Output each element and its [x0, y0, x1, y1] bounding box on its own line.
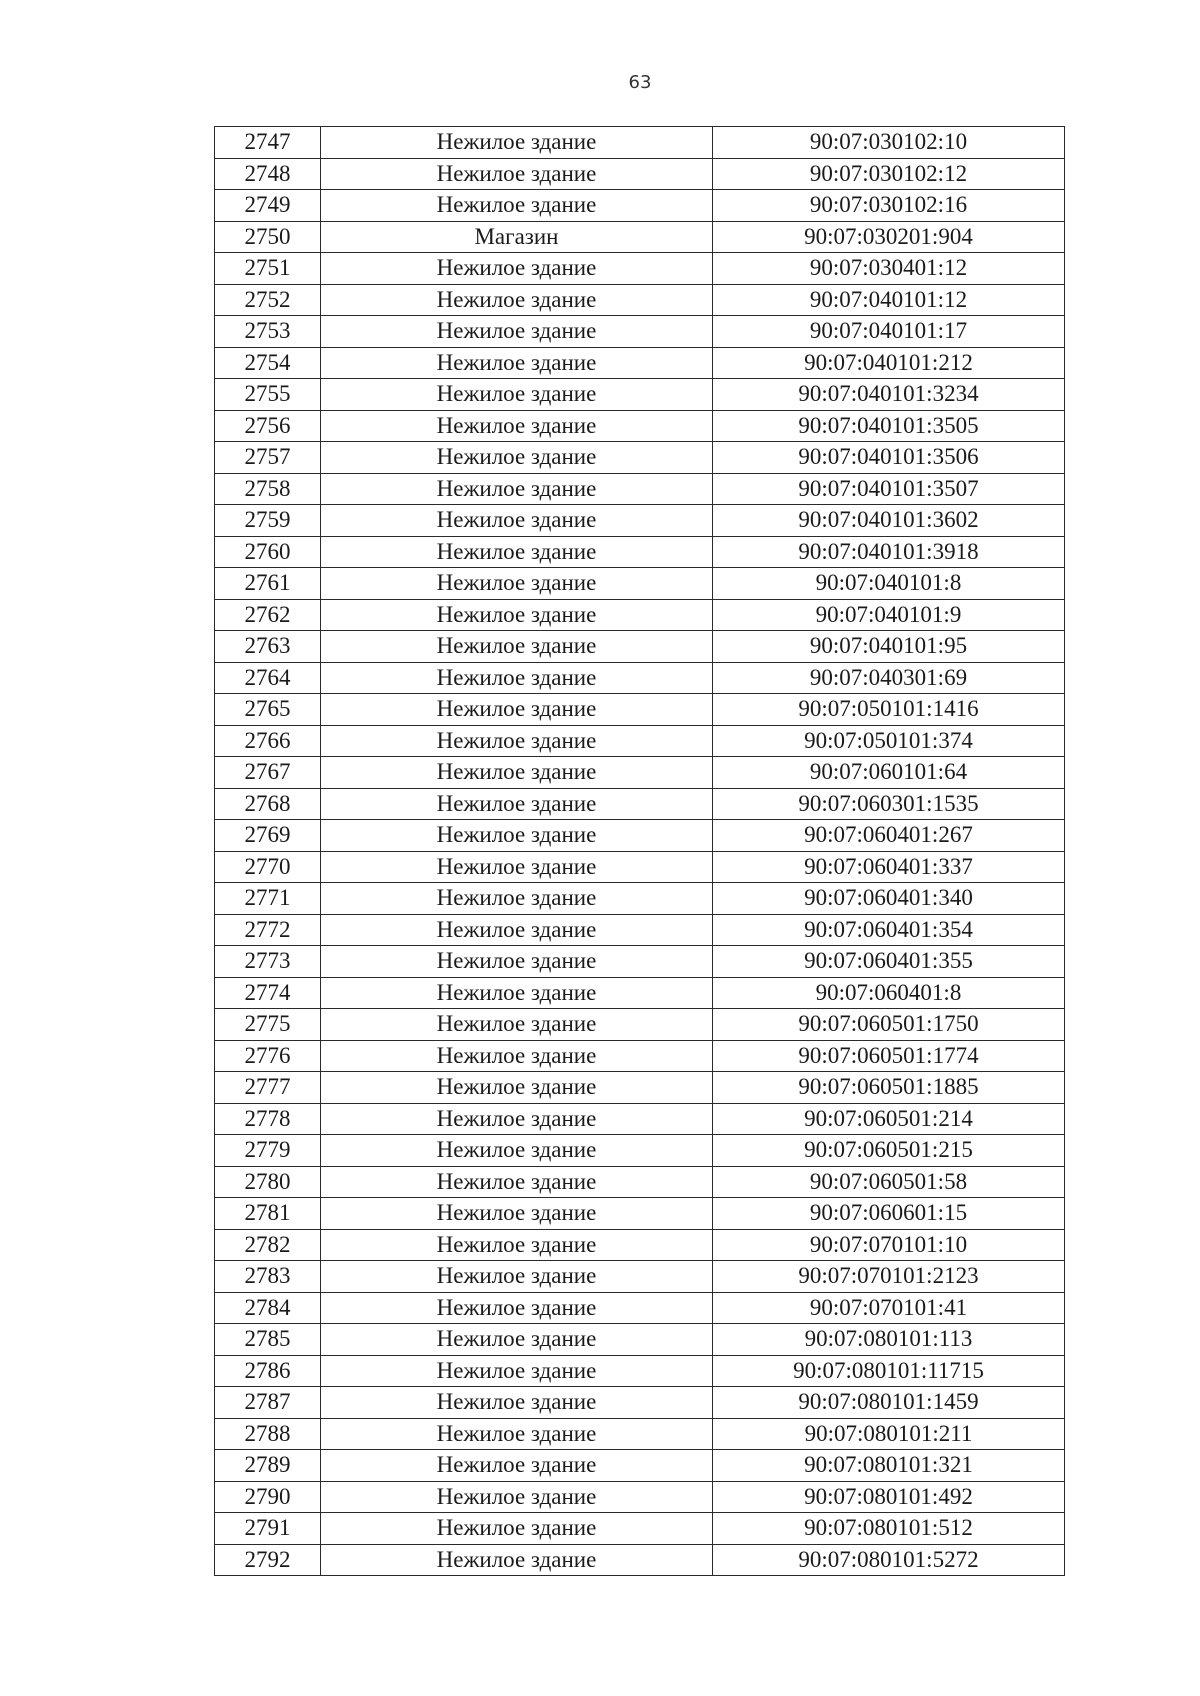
- table-row: [215, 158, 1065, 190]
- cadastral-number-cell: 90:07:080101:1459: [713, 1387, 1065, 1419]
- row-number-cell: 2787: [215, 1387, 321, 1419]
- row-number-cell: 2779: [215, 1135, 321, 1167]
- table-row: [215, 316, 1065, 348]
- object-name-cell: Нежилое здание: [321, 977, 713, 1009]
- table-row: [215, 253, 1065, 285]
- table-row: [215, 221, 1065, 253]
- object-name-cell: Нежилое здание: [321, 725, 713, 757]
- cadastral-number-cell: 90:07:060501:215: [713, 1135, 1065, 1167]
- object-name-cell: Нежилое здание: [321, 820, 713, 852]
- row-number-cell: 2776: [215, 1040, 321, 1072]
- object-name-cell: Нежилое здание: [321, 1387, 713, 1419]
- cadastral-number-cell: 90:07:040301:69: [713, 662, 1065, 694]
- object-name-cell: Нежилое здание: [321, 694, 713, 726]
- cadastral-number-cell: 90:07:070101:41: [713, 1292, 1065, 1324]
- table-row: [215, 1040, 1065, 1072]
- row-number-cell: 2752: [215, 284, 321, 316]
- row-number-cell: 2766: [215, 725, 321, 757]
- cadastral-number-cell: 90:07:030102:12: [713, 158, 1065, 190]
- row-number-cell: 2757: [215, 442, 321, 474]
- cadastral-number-cell: 90:07:040101:3918: [713, 536, 1065, 568]
- cadastral-number-cell: 90:07:060501:1774: [713, 1040, 1065, 1072]
- row-number-cell: 2755: [215, 379, 321, 411]
- cadastral-number-cell: 90:07:060301:1535: [713, 788, 1065, 820]
- table-row: [215, 599, 1065, 631]
- cadastral-number-cell: 90:07:050101:1416: [713, 694, 1065, 726]
- table-row: [215, 1166, 1065, 1198]
- object-name-cell: Нежилое здание: [321, 946, 713, 978]
- row-number-cell: 2784: [215, 1292, 321, 1324]
- table-row: [215, 1292, 1065, 1324]
- row-number-cell: 2770: [215, 851, 321, 883]
- table-row: [215, 1103, 1065, 1135]
- object-name-cell: Нежилое здание: [321, 662, 713, 694]
- cadastral-number-cell: 90:07:060401:340: [713, 883, 1065, 915]
- table-row: [215, 442, 1065, 474]
- table-row: [215, 977, 1065, 1009]
- object-name-cell: Нежилое здание: [321, 599, 713, 631]
- object-name-cell: Нежилое здание: [321, 410, 713, 442]
- cadastral-number-cell: 90:07:030102:10: [713, 127, 1065, 159]
- object-name-cell: Нежилое здание: [321, 442, 713, 474]
- object-name-cell: Нежилое здание: [321, 1544, 713, 1576]
- cadastral-number-cell: 90:07:030401:12: [713, 253, 1065, 285]
- object-name-cell: Нежилое здание: [321, 1450, 713, 1482]
- cadastral-number-cell: 90:07:040101:9: [713, 599, 1065, 631]
- table-row: [215, 1009, 1065, 1041]
- object-name-cell: Нежилое здание: [321, 757, 713, 789]
- row-number-cell: 2759: [215, 505, 321, 537]
- table-row: [215, 1355, 1065, 1387]
- table-row: [215, 284, 1065, 316]
- cadastral-number-cell: 90:07:030102:16: [713, 190, 1065, 222]
- table-row: [215, 1450, 1065, 1482]
- row-number-cell: 2765: [215, 694, 321, 726]
- cadastral-number-cell: 90:07:040101:3602: [713, 505, 1065, 537]
- cadastral-number-cell: 90:07:060101:64: [713, 757, 1065, 789]
- cadastral-number-cell: 90:07:070101:10: [713, 1229, 1065, 1261]
- row-number-cell: 2790: [215, 1481, 321, 1513]
- object-name-cell: Нежилое здание: [321, 1229, 713, 1261]
- cadastral-number-cell: 90:07:060601:15: [713, 1198, 1065, 1230]
- table-row: [215, 883, 1065, 915]
- object-name-cell: Нежилое здание: [321, 190, 713, 222]
- cadastral-number-cell: 90:07:040101:212: [713, 347, 1065, 379]
- object-name-cell: Нежилое здание: [321, 316, 713, 348]
- row-number-cell: 2786: [215, 1355, 321, 1387]
- cadastral-number-cell: 90:07:080101:512: [713, 1513, 1065, 1545]
- table-row: [215, 1418, 1065, 1450]
- row-number-cell: 2780: [215, 1166, 321, 1198]
- table-row: [215, 190, 1065, 222]
- property-table: [214, 126, 1065, 1576]
- object-name-cell: Нежилое здание: [321, 1040, 713, 1072]
- object-name-cell: Нежилое здание: [321, 158, 713, 190]
- cadastral-number-cell: 90:07:060501:1885: [713, 1072, 1065, 1104]
- row-number-cell: 2748: [215, 158, 321, 190]
- table-row: [215, 568, 1065, 600]
- row-number-cell: 2775: [215, 1009, 321, 1041]
- cadastral-number-cell: 90:07:060501:214: [713, 1103, 1065, 1135]
- object-name-cell: Нежилое здание: [321, 1355, 713, 1387]
- table-row: [215, 914, 1065, 946]
- table-row: [215, 757, 1065, 789]
- row-number-cell: 2763: [215, 631, 321, 663]
- object-name-cell: Нежилое здание: [321, 1198, 713, 1230]
- row-number-cell: 2772: [215, 914, 321, 946]
- cadastral-number-cell: 90:07:040101:8: [713, 568, 1065, 600]
- object-name-cell: Нежилое здание: [321, 347, 713, 379]
- row-number-cell: 2762: [215, 599, 321, 631]
- row-number-cell: 2778: [215, 1103, 321, 1135]
- table-row: [215, 505, 1065, 537]
- object-name-cell: Нежилое здание: [321, 1103, 713, 1135]
- cadastral-number-cell: 90:07:040101:3234: [713, 379, 1065, 411]
- cadastral-number-cell: 90:07:040101:3506: [713, 442, 1065, 474]
- row-number-cell: 2781: [215, 1198, 321, 1230]
- row-number-cell: 2789: [215, 1450, 321, 1482]
- cadastral-number-cell: 90:07:080101:211: [713, 1418, 1065, 1450]
- row-number-cell: 2747: [215, 127, 321, 159]
- table-row: [215, 1544, 1065, 1576]
- table-row: [215, 1324, 1065, 1356]
- table-row: [215, 536, 1065, 568]
- row-number-cell: 2769: [215, 820, 321, 852]
- row-number-cell: 2791: [215, 1513, 321, 1545]
- object-name-cell: Нежилое здание: [321, 631, 713, 663]
- table-row: [215, 347, 1065, 379]
- table-row: [215, 851, 1065, 883]
- cadastral-number-cell: 90:07:030201:904: [713, 221, 1065, 253]
- object-name-cell: Нежилое здание: [321, 851, 713, 883]
- table-row: [215, 820, 1065, 852]
- table-row: [215, 379, 1065, 411]
- cadastral-number-cell: 90:07:080101:5272: [713, 1544, 1065, 1576]
- table-row: [215, 1229, 1065, 1261]
- object-name-cell: Нежилое здание: [321, 1261, 713, 1293]
- row-number-cell: 2751: [215, 253, 321, 285]
- table-row: [215, 1481, 1065, 1513]
- object-name-cell: Нежилое здание: [321, 1418, 713, 1450]
- object-name-cell: Нежилое здание: [321, 1324, 713, 1356]
- table-row: [215, 127, 1065, 159]
- cadastral-number-cell: 90:07:060401:355: [713, 946, 1065, 978]
- object-name-cell: Нежилое здание: [321, 536, 713, 568]
- table-row: [215, 662, 1065, 694]
- object-name-cell: Нежилое здание: [321, 473, 713, 505]
- row-number-cell: 2771: [215, 883, 321, 915]
- table-row: [215, 1387, 1065, 1419]
- cadastral-number-cell: 90:07:080101:11715: [713, 1355, 1065, 1387]
- row-number-cell: 2773: [215, 946, 321, 978]
- table-row: [215, 1198, 1065, 1230]
- row-number-cell: 2753: [215, 316, 321, 348]
- cadastral-number-cell: 90:07:040101:3505: [713, 410, 1065, 442]
- table-row: [215, 1513, 1065, 1545]
- row-number-cell: 2750: [215, 221, 321, 253]
- cadastral-number-cell: 90:07:060401:267: [713, 820, 1065, 852]
- table-row: [215, 1261, 1065, 1293]
- row-number-cell: 2761: [215, 568, 321, 600]
- row-number-cell: 2783: [215, 1261, 321, 1293]
- table-row: [215, 1072, 1065, 1104]
- row-number-cell: 2777: [215, 1072, 321, 1104]
- cadastral-number-cell: 90:07:070101:2123: [713, 1261, 1065, 1293]
- row-number-cell: 2756: [215, 410, 321, 442]
- table-row: [215, 473, 1065, 505]
- object-name-cell: Нежилое здание: [321, 379, 713, 411]
- table-row: [215, 788, 1065, 820]
- row-number-cell: 2754: [215, 347, 321, 379]
- row-number-cell: 2788: [215, 1418, 321, 1450]
- row-number-cell: 2760: [215, 536, 321, 568]
- cadastral-number-cell: 90:07:040101:12: [713, 284, 1065, 316]
- cadastral-number-cell: 90:07:080101:492: [713, 1481, 1065, 1513]
- cadastral-number-cell: 90:07:050101:374: [713, 725, 1065, 757]
- cadastral-number-cell: 90:07:060501:1750: [713, 1009, 1065, 1041]
- object-name-cell: Нежилое здание: [321, 883, 713, 915]
- row-number-cell: 2792: [215, 1544, 321, 1576]
- cadastral-number-cell: 90:07:060401:337: [713, 851, 1065, 883]
- row-number-cell: 2785: [215, 1324, 321, 1356]
- object-name-cell: Нежилое здание: [321, 1481, 713, 1513]
- object-name-cell: Нежилое здание: [321, 284, 713, 316]
- cadastral-number-cell: 90:07:040101:3507: [713, 473, 1065, 505]
- row-number-cell: 2768: [215, 788, 321, 820]
- object-name-cell: Нежилое здание: [321, 1513, 713, 1545]
- object-name-cell: Нежилое здание: [321, 568, 713, 600]
- table-row: [215, 410, 1065, 442]
- cadastral-number-cell: 90:07:060401:354: [713, 914, 1065, 946]
- object-name-cell: Нежилое здание: [321, 127, 713, 159]
- row-number-cell: 2767: [215, 757, 321, 789]
- cadastral-number-cell: 90:07:060401:8: [713, 977, 1065, 1009]
- cadastral-number-cell: 90:07:080101:321: [713, 1450, 1065, 1482]
- object-name-cell: Нежилое здание: [321, 1135, 713, 1167]
- object-name-cell: Нежилое здание: [321, 1166, 713, 1198]
- row-number-cell: 2758: [215, 473, 321, 505]
- object-name-cell: Нежилое здание: [321, 253, 713, 285]
- object-name-cell: Нежилое здание: [321, 1009, 713, 1041]
- object-name-cell: Нежилое здание: [321, 505, 713, 537]
- row-number-cell: 2764: [215, 662, 321, 694]
- table-row: [215, 946, 1065, 978]
- object-name-cell: Нежилое здание: [321, 1072, 713, 1104]
- row-number-cell: 2782: [215, 1229, 321, 1261]
- table-row: [215, 1135, 1065, 1167]
- row-number-cell: 2749: [215, 190, 321, 222]
- object-name-cell: Нежилое здание: [321, 788, 713, 820]
- cadastral-number-cell: 90:07:060501:58: [713, 1166, 1065, 1198]
- table-row: [215, 725, 1065, 757]
- cadastral-number-cell: 90:07:040101:95: [713, 631, 1065, 663]
- cadastral-number-cell: 90:07:080101:113: [713, 1324, 1065, 1356]
- object-name-cell: Нежилое здание: [321, 1292, 713, 1324]
- property-table-body: [215, 127, 1065, 1576]
- page-number: 63: [628, 72, 652, 93]
- table-row: [215, 694, 1065, 726]
- row-number-cell: 2774: [215, 977, 321, 1009]
- object-name-cell: Нежилое здание: [321, 914, 713, 946]
- cadastral-number-cell: 90:07:040101:17: [713, 316, 1065, 348]
- table-row: [215, 631, 1065, 663]
- object-name-cell: Магазин: [321, 221, 713, 253]
